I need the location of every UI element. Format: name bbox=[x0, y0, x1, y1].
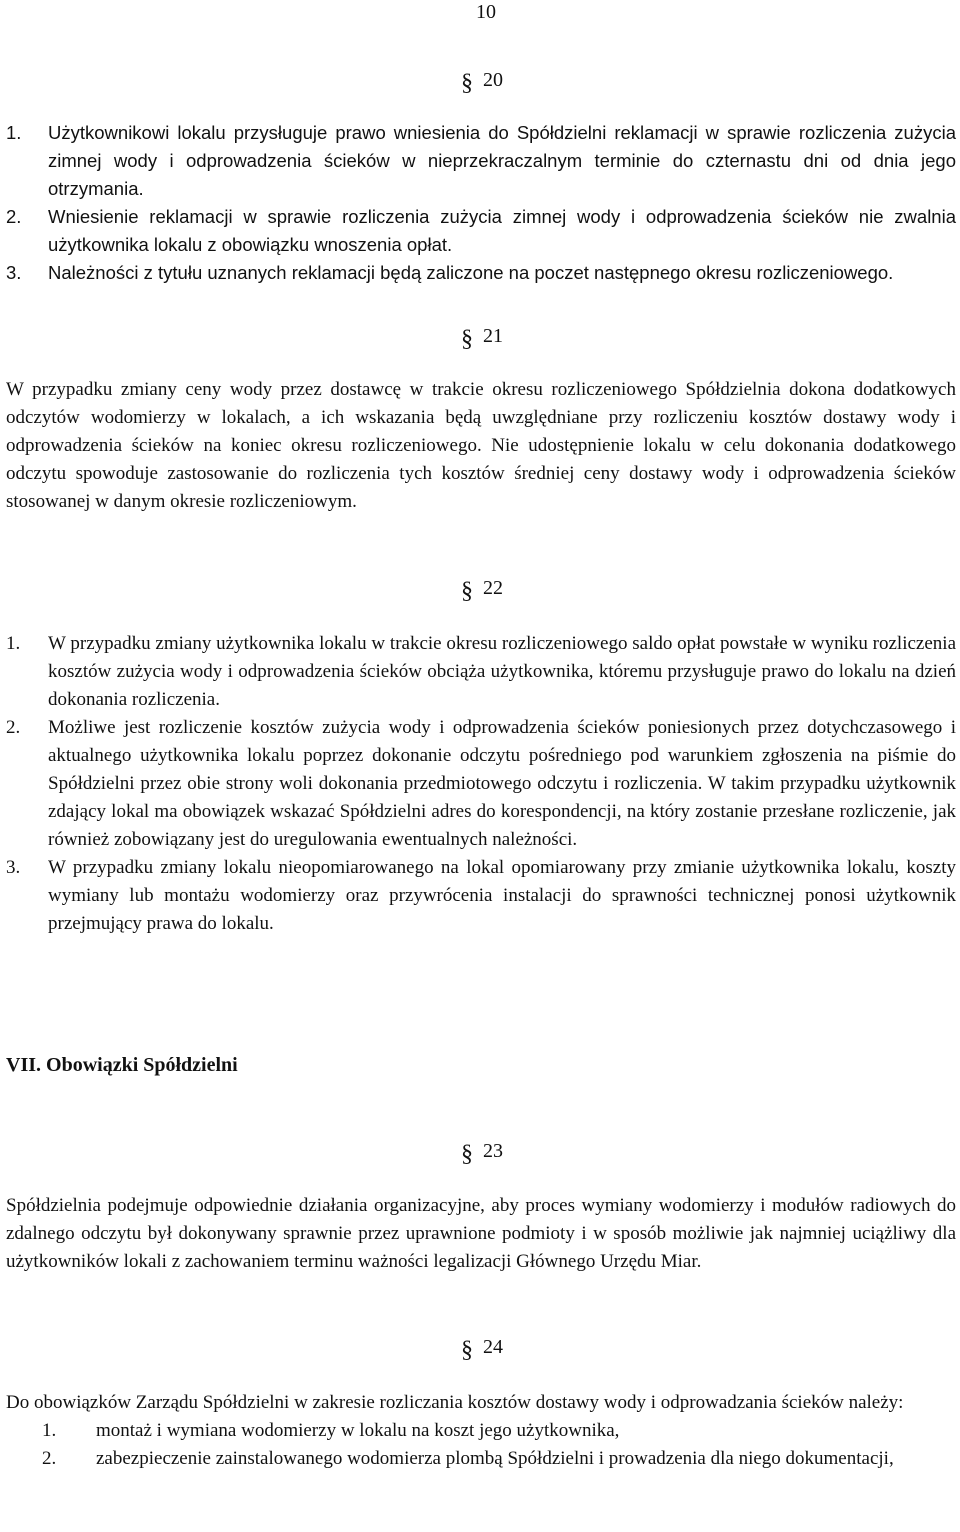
section-sign: § bbox=[461, 70, 473, 96]
list-item bbox=[6, 203, 956, 259]
list-item-text: zabezpieczenie zainstalowanego wodomierza plombą Spółdzielni i prowadzenia dla niego dokumentacji, bbox=[96, 1448, 894, 1469]
section-22-number: 22 bbox=[483, 577, 503, 599]
section-24-number: 24 bbox=[483, 1336, 503, 1358]
section-23-heading bbox=[461, 1137, 503, 1167]
list-item-text: Należności z tytułu uznanych reklamacji będą zaliczone na poczet następnego okresu rozliczeniowego. bbox=[48, 262, 894, 283]
list-item-number: 3. bbox=[6, 262, 22, 283]
list-item-text: montaż i wymiana wodomierzy w lokalu na koszt jego użytkownika, bbox=[96, 1420, 620, 1441]
list-item-number: 1. bbox=[6, 633, 21, 654]
list-item bbox=[6, 714, 956, 854]
list-item bbox=[6, 854, 956, 938]
section-23-body bbox=[6, 1192, 956, 1276]
list-item-text: W przypadku zmiany użytkownika lokalu w trakcie okresu rozliczeniowego saldo opłat powstałe w wyniku rozliczenia kosztów zużycia wody i odprowadzenia ścieków obciąża użytkownika, któremu przysługuje prawo do lokalu na dzień dokonania rozliczenia. bbox=[48, 633, 956, 710]
section-21-number: 21 bbox=[483, 325, 503, 347]
section-23-number: 23 bbox=[483, 1140, 503, 1162]
chapter-heading bbox=[6, 1051, 238, 1079]
chapter-title: Obowiązki Spółdzielni bbox=[46, 1054, 238, 1076]
section-23-text: Spółdzielnia podejmuje odpowiednie działania organizacyjne, aby proces wymiany wodomierzy i modułów radiowych do zdalnego odczytu był dokonywany sprawnie przez uprawnione podmioty i w sposób możliwie jak najmniej uciążliwy dla użytkowników lokali z zachowaniem terminu ważności legalizacji Głównego Urzędu Miar. bbox=[6, 1195, 956, 1272]
section-21-heading bbox=[461, 322, 503, 352]
section-24-body bbox=[6, 1389, 956, 1473]
list-item-number: 2. bbox=[6, 206, 22, 227]
list-item-text: Możliwe jest rozliczenie kosztów zużycia wody i odprowadzenia ścieków poniesionych przez dotychczasowego i aktualnego użytkownika lokalu poprzez dokonanie odczytu pośredniego pod warunkiem zgłoszenia na piśmie do Spółdzielni przez obie strony woli dokonania przedmiotowego odczytu i rozliczenia. W takim przypadku użytkownik zdający lokal ma obowiązek wskazać Spółdzielni adres do korespondencji, na który zostanie przesłane rozliczenie, jak również zobowiązany jest do uregulowania ewentualnych należności. bbox=[48, 717, 956, 850]
list-item-number: 1. bbox=[6, 122, 22, 143]
list-item-number: 2. bbox=[6, 717, 21, 738]
section-20-list bbox=[6, 119, 956, 287]
section-21-text: W przypadku zmiany ceny wody przez dostawcę w trakcie okresu rozliczeniowego Spółdzielnia dokona dodatkowych odczytów wodomierzy w lokalach, a ich wskazania będą uwzględniane przy rozliczeniu kosztów dostawy wody i odprowadzenia ścieków na koniec okresu rozliczeniowego. Nie udostępnienie lokalu w celu dokonania dodatkowego odczytu spowoduje zastosowanie do rozliczenia tych kosztów średniej ceny dostawy wody i odprowadzenia ścieków stosowanej w danym okresie rozliczeniowym. bbox=[6, 379, 956, 512]
section-24-list bbox=[6, 1417, 956, 1473]
section-sign: § bbox=[461, 326, 473, 352]
list-item-text: Wniesienie reklamacji w sprawie rozliczenia zużycia zimnej wody i odprowadzenia ścieków nie zwalnia użytkownika lokalu z obowiązku wnoszenia opłat. bbox=[48, 206, 956, 255]
list-item bbox=[6, 1417, 956, 1445]
list-item bbox=[6, 1445, 956, 1473]
list-item-number: 1. bbox=[42, 1420, 57, 1441]
section-24-heading bbox=[461, 1333, 503, 1363]
chapter-number: VII. bbox=[6, 1054, 42, 1076]
section-sign: § bbox=[461, 578, 473, 604]
section-22-list bbox=[6, 630, 956, 938]
list-item bbox=[6, 259, 956, 287]
section-24-intro: Do obowiązków Zarządu Spółdzielni w zakresie rozliczania kosztów dostawy wody i odprowadzania ścieków należy: bbox=[6, 1392, 904, 1413]
list-item bbox=[6, 119, 956, 203]
section-sign: § bbox=[461, 1337, 473, 1363]
section-sign: § bbox=[461, 1141, 473, 1167]
list-item-text: W przypadku zmiany lokalu nieopomiarowanego na lokal opomiarowany przy zmianie użytkownika lokalu, koszty wymiany lub montażu wodomierzy oraz przywrócenia instalacji do sprawności technicznej ponosi użytkownik przejmujący prawa do lokalu. bbox=[48, 857, 956, 934]
section-22-heading bbox=[461, 574, 503, 604]
page-number: 10 bbox=[476, 1, 496, 23]
section-20-number: 20 bbox=[483, 69, 503, 91]
list-item-text: Użytkownikowi lokalu przysługuje prawo wniesienia do Spółdzielni reklamacji w sprawie rozliczenia zużycia zimnej wody i odprowadzenia ścieków w nieprzekraczalnym terminie do czternastu dni od dnia jego otrzymania. bbox=[48, 122, 956, 199]
section-21-body bbox=[6, 376, 956, 516]
list-item-number: 3. bbox=[6, 857, 21, 878]
list-item-number: 2. bbox=[42, 1448, 57, 1469]
list-item bbox=[6, 630, 956, 714]
section-20-heading bbox=[461, 66, 503, 96]
